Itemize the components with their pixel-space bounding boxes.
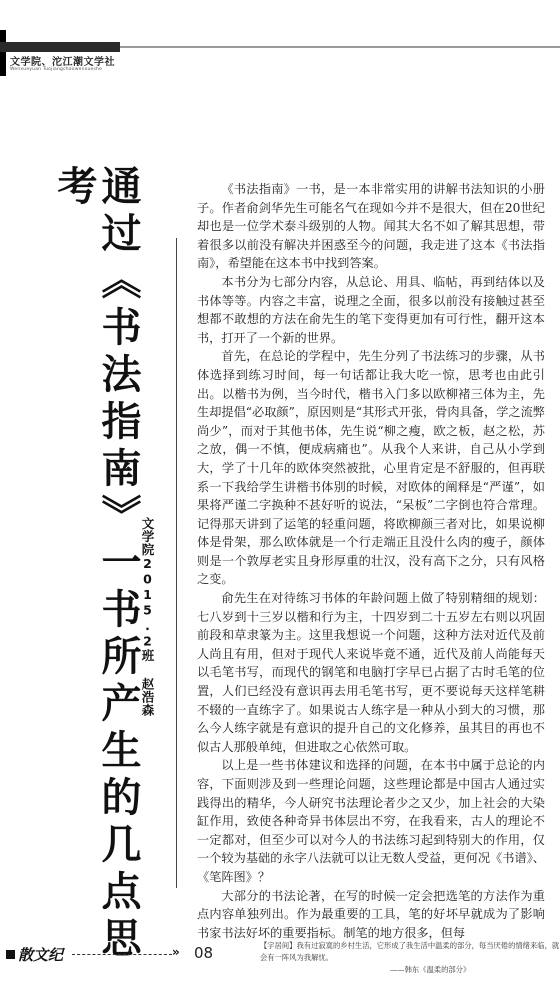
header-band (0, 42, 560, 52)
paragraph: 以上是一些书体建议和选择的问题，在本书中属于总论的内容，下面则涉及到一些理论问题，这些理论都是中国古人通过实践得出的精华，今人研究书法理论者少之又少，加上社会的大染缸作用，致使各种奇异书体层出不穷，在我看来，古人的理论不一定都对，但至少可以对今人的书法练习起到特别大的作用，仅一个较为基础的永字八法就可以让无数人受益，更何况《书谱》、《笔阵图》？ (197, 758, 545, 884)
paragraph: 大部分的书法论著，在写的时候一定会把选笔的方法作为重点内容单独列出。作为最重要的工具，笔的好坏早就成为了影响书家书法好坏的重要指标。制笔的地方很多，但每 (197, 888, 545, 940)
square-icon (6, 950, 15, 959)
footer-quote (260, 940, 560, 976)
paragraph: 俞先生在对待练习书体的年龄问题上做了特别精细的规划：七八岁到十三岁以楷和行为主，十四岁到二十五岁左右则以巩固前段和草隶篆为主。这里我想说一个问题，这种方法对近代及前人尚且有用，但对于现代人来说毕竟不通，近代及前人尚能每天以毛笔书写，而现代的钢笔和电脑打字早已占据了古时毛笔的位置，人们已经没有意识再去用毛笔书写，更不要说每天这样笔耕不辍的一直练字了。如果说古人练字是一种从小到大的习惯，那么今人练字就是有意识的提升自己的文化修养，虽其目的再也不似古人那般单纯，但进取之心依然可取。 (197, 591, 545, 754)
section-title: 文学院、沱江潮文学社 (10, 57, 115, 68)
page-number: 08 (194, 944, 214, 962)
magazine-name-text: 散文纪 (18, 946, 64, 964)
footer-dotted-rule (72, 954, 172, 955)
paragraph: 《书法指南》一书，是一本非常实用的讲解书法知识的小册子。作者俞剑华先生可能名气在现如今并不是很大，但在20世纪却也是一位学术泰斗级别的人物。闻其大名不如了解其思想，带着很多以前没有解决并困惑至今的问题，我走进了这本《书法指南》，希望能在这本书中找到答案。 (197, 182, 545, 271)
header-band-dark (0, 42, 120, 52)
section-subtitle: Wenxueyuan Tuojiangchaowenxueshe (10, 67, 103, 72)
header-corner-mark (0, 30, 6, 76)
article-author: 文学院2015.2班 赵浩森 (140, 517, 155, 717)
article-title: 通过《书法指南》一书所产生的几点思考 (51, 165, 141, 964)
paragraph: 本书分为七部分内容，从总论、用具、临帖，再到结体以及书体等等。内容之丰富，说理之全面，很多以前没有接触过甚至想都不敢想的方法在俞先生的笔下变得更加有可行性，翻开这本书，打开了一个新的世界。 (197, 274, 545, 345)
footer-quote-source: ——韩东《温柔的部分》 (390, 965, 471, 974)
vertical-divider (176, 238, 177, 888)
footer-arrow-icon: » (172, 945, 180, 959)
header-rule (120, 46, 560, 48)
paragraph: 首先，在总论的学程中，先生分列了书法练习的步骤，从书体选择到练习时间，每一句话都让我大吃一惊，思考也由此引出。以楷书为例，当今时代，楷书入门多以欧柳褚三体为主，先生却提倡“必取颜”，原因则是“其形式开张，骨肉具备，学之流弊尚少”，而对于其他书体，先生说“柳之瘦，欧之板，赵之松，苏之放，偶一不慎，便成病痛也”。从我个人来讲，自己从小学到大，学了十几年的欧体突然被批，心里肯定是不舒服的，但再联系一下我给学生讲楷书体别的时候，对欧体的阐释是“严谨”，如果将严谨二字换种不甚好听的说法，“呆板”二字倒也符合常理。记得那天讲到了运笔的轻重问题，将欧柳颜三者对比，如果说柳体是骨架，那么欧体就是一个行走端正且没什么肉的瘦子，颜体则是一个敦厚老实且身形厚重的壮汉，没有高下之分，只有风格之变。 (197, 349, 545, 587)
footer-quote-text: 【字居间】我有过寂寞的乡村生活，它形成了我生活中温柔的部分，每当厌倦的情绪来临，就会有一阵风为我解忧。 (260, 941, 560, 962)
article-body (197, 180, 545, 942)
magazine-name (6, 944, 63, 965)
